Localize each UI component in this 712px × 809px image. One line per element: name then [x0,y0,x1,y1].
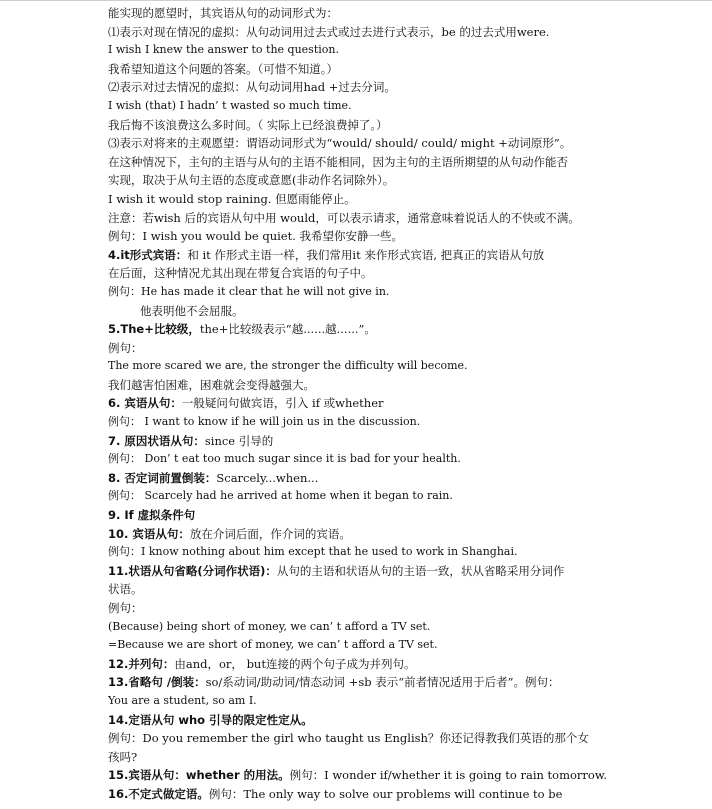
line-text: Scarcely...when... [216,470,319,485]
text-line [108,506,608,525]
text-line [108,97,608,116]
line-text: 和 it 作形式主语一样，我们常用it 来作形式宾语, 把真正的宾语从句放 [187,247,545,262]
line-text: 例句：I know nothing about him except that he used to work in Shanghai. [108,545,518,559]
text-line [108,134,608,153]
document-body [108,4,712,804]
line-text: 实现，取决于从句主语的态度或意愿(非动作名词除外）。 [108,173,395,188]
section-heading: 9. If 虚拟条件句 [108,508,196,523]
line-text: 例句： Scarcely had he arrived at home when it began to rain. [108,489,453,503]
line-text: 注意：若wish 后的宾语从句中用 would，可以表示请求，通常意味着说话人的不快或不满。 [108,210,580,225]
line-text: 能实现的愿望时，其宾语从句的动词形式为： [108,6,338,20]
text-line [108,599,608,618]
line-text: 我希望知道这个问题的答案。（可惜不知道。） [108,61,338,76]
text-line [108,618,608,637]
section-heading: 10. 宾语从句： [108,526,190,541]
text-line [108,525,608,544]
page-top-border [0,0,712,1]
text-line [108,450,608,469]
line-text: 例句：Do you remember the girl who taught us English？你还记得教我们英语的那个女 [108,731,589,746]
text-line [108,692,608,711]
text-line [108,302,640,321]
text-line [108,4,608,23]
text-line [108,376,608,395]
text-line [108,469,608,488]
line-text: 我们越害怕困难，困难就会变得越强大。 [108,377,315,392]
line-text: 由and，or， but连接的两个句子成为并列句。 [174,656,416,671]
line-text: 放在介词后面，作介词的宾语。 [189,526,351,541]
section-heading: 5.The+比较级， [108,322,200,337]
text-line [108,246,608,265]
line-text: 例句： Don’ t eat too much sugar since it is bad for your health. [108,452,461,466]
line-text: ⑴表示对现在情况的虚拟：从句动词用过去式或过去进行式表示，be 的过去式用were. [108,24,550,39]
text-line [108,562,608,581]
section-heading: 8. 否定词前置倒装： [108,470,217,485]
section-heading: 6. 宾语从句： [108,396,182,411]
line-text: 从句的主语和状语从句的主语一致，状从省略采用分词作 [276,563,565,578]
line-text: 在这种情况下，主句的主语与从句的主语不能相同，因为主句的主语所期望的从句动作能否 [108,154,568,169]
text-line [108,711,608,730]
text-line [108,413,608,432]
text-line [108,543,608,562]
line-text: The more scared we are, the stronger the difficulty will become. [108,359,468,373]
text-line [108,487,608,506]
text-line [108,264,608,283]
line-text: 状语。 [108,582,143,597]
text-line [108,41,608,60]
line-text: 在后面，这种情况尤其出现在带复合宾语的句子中。 [108,266,373,281]
section-heading: 7. 原因状语从句： [108,433,205,448]
section-heading: 16.不定式做定语。 [108,786,209,801]
text-line [108,227,608,246]
section-heading: 4.it形式宾语： [108,247,188,262]
line-text: 例句：The only way to solve our problems will continue to be [208,786,563,801]
line-text: You are a student, so am I. [108,693,257,707]
line-text: 例句： I want to know if he will join us in the discussion. [108,415,421,429]
line-text: ⑵表示对过去情况的虚拟：从句动词用had +过去分词。 [108,80,396,95]
section-heading: 11.状语从句省略(分词作状语)： [108,563,277,578]
line-text: 例句：I wonder if/whether it is going to rain tomorrow. [289,768,607,783]
line-text: so/系动词/助动词/情态动词 +sb 表示“前者情况适用于后者”。例句： [205,675,560,690]
text-line [108,171,608,190]
line-text: =Because we are short of money, we can’ t afford a TV set. [108,638,438,652]
line-text: I wish I knew the answer to the question. [108,43,339,57]
line-text: 孩吗? [108,749,138,764]
text-line [108,116,608,135]
line-text: 例句： [108,601,143,615]
section-heading: 14.定语从句 who 引导的限定性定从。 [108,712,313,727]
text-line [108,580,608,599]
line-text: the+比较级表示“越......越......”。 [199,322,376,337]
line-text: I wish it would stop raining. 但愿雨能停止。 [108,191,356,206]
text-line [108,283,608,302]
line-text: 一般疑问句做宾语，引入 if 或whether [181,396,384,411]
text-line [108,636,608,655]
text-line [108,748,608,767]
text-line [108,766,608,785]
section-heading: 12.并列句： [108,656,175,671]
line-text: 例句：He has made it clear that he will not give in. [108,284,390,298]
line-text: I wish (that) I hadn’ t wasted so much time. [108,98,352,112]
text-line [108,673,608,692]
line-text: 例句：I wish you would be quiet. 我希望你安静一些。 [108,229,404,244]
line-text: since 引导的 [204,433,274,448]
text-line [108,785,608,804]
text-line [108,320,608,339]
line-text: 例句： [108,340,143,355]
text-line [108,357,608,376]
text-line [108,78,608,97]
text-line [108,209,608,228]
text-line [108,339,608,358]
text-line [108,729,608,748]
line-text: (Because) being short of money, we can’ t afford a TV set. [108,619,431,633]
section-heading: 15.宾语从句：whether 的用法。 [108,768,290,783]
line-text: 我后悔不该浪费这么多时间。（ 实际上已经浪费掉了。） [108,117,388,132]
text-line [108,655,608,674]
text-line [108,23,608,42]
text-line [108,190,608,209]
line-text: ⑶表示对将来的主观愿望：谓语动词形式为“would/ should/ could/ might +动词原形”。 [108,136,572,151]
text-line [108,60,608,79]
section-heading: 13.省略句 /倒装： [108,675,206,690]
text-line [108,394,608,413]
text-line [108,432,608,451]
text-line [108,153,608,172]
line-text: 他表明他不会屈服。 [140,303,244,318]
